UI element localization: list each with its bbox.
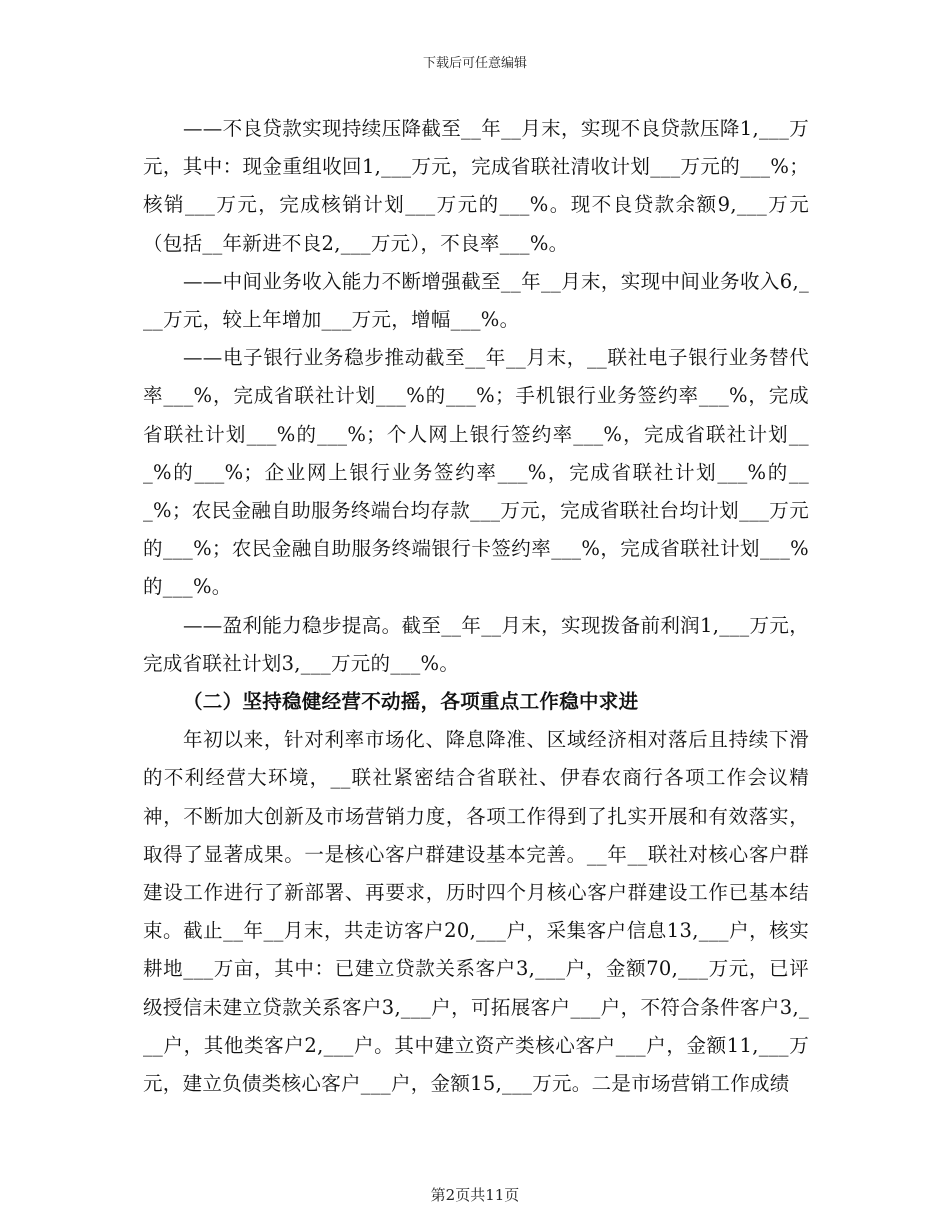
section-heading: （二）坚持稳健经营不动摇，各项重点工作稳中求进: [183, 690, 639, 714]
paragraph-intermediary-income: ——中间业务收入能力不断增强截至__年__月末，实现中间业务收入6,___万元，较上年增加___万元，增幅___%。: [143, 269, 809, 332]
document-body: [143, 110, 809, 1103]
page-header: 下载后可任意编辑: [422, 56, 527, 71]
paragraph-profitability: ——盈利能力稳步提高。截至__年__月末，实现拨备前利润1,___万元，完成省联社计划3,___万元的___%。: [143, 613, 809, 675]
paragraph-bad-loans: ——不良贷款实现持续压降截至__年__月末，实现不良贷款压降1,___万元，其中：现金重组收回1,___万元，完成省联社清收计划___万元的___%；核销___万元，完成核销计划___万元的___%。现不良贷款余额9,___万元（包括__年新进不良2,___万元），不良率___%。: [143, 117, 809, 255]
paragraph-core-customers: 年初以来，针对利率市场化、降息降准、区域经济相对落后且持续下滑的不利经营大环境，__联社紧密结合省联社、伊春农商行各项工作会议精神，不断加大创新及市场营销力度，各项工作得到了扎实开展和有效落实，取得了显著成果。一是核心客户群建设基本完善。__年__联社对核心客户群建设工作进行了新部署、再要求，历时四个月核心客户群建设工作已基本结束。截止__年__月末，共走访客户20,___户，采集客户信息13,___户，核实耕地___万亩，其中：已建立贷款关系客户3,___户，金额70,___万元，已评级授信未建立贷款关系客户3,___户，可拓展客户___户，不符合条件客户3,___户，其他类客户2,___户。其中建立资产类核心客户___户，金额11,___万元，建立负债类核心客户___户，金额15,___万元。二是市场营销工作成绩: [143, 728, 809, 1096]
paragraph-e-banking: ——电子银行业务稳步推动截至__年__月末，__联社电子银行业务替代率___%，完成省联社计划___%的___%；手机银行业务签约率___%，完成省联社计划___%的___%；个人网上银行签约率___%，完成省联社计划___%的___%；企业网上银行业务签约率___%，完成省联社计划___%的___%；农民金融自助服务终端台均存款___万元，完成省联社台均计划___万元的___%；农民金融自助服务终端银行卡签约率___%，完成省联社计划___%的___%。: [143, 346, 809, 599]
page-number: 第2页共11页: [430, 1186, 520, 1204]
